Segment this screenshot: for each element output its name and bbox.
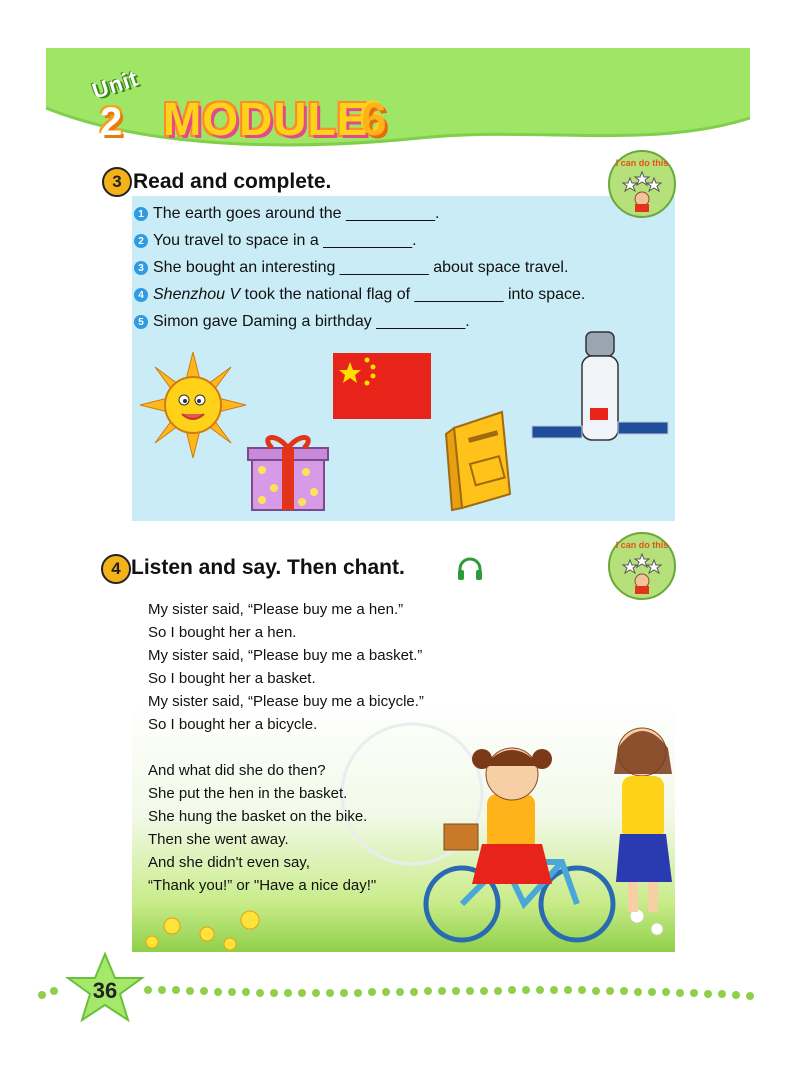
exercise4-title: Listen and say. Then chant. (131, 556, 405, 579)
item-text: The earth goes around the __________. (153, 205, 440, 222)
book-illustration (444, 408, 520, 512)
i-can-do-this-badge-2 (608, 532, 676, 600)
exercise3-item-4 (134, 286, 585, 304)
chant-line-4: So I bought her a basket. (148, 670, 316, 687)
chant-line-3: My sister said, “Please buy me a basket.” (148, 647, 423, 664)
chant-line-9: She hung the basket on the bike. (148, 808, 368, 825)
chant-line-11: And she didn't even say, (148, 854, 310, 871)
item-text: She bought an interesting __________ about space travel. (153, 259, 569, 276)
chant-line-6: So I bought her a bicycle. (148, 716, 318, 733)
spacecraft-illustration (530, 330, 670, 450)
chant-line-7: And what did she do then? (148, 762, 326, 779)
exercise3-item-5 (134, 313, 470, 331)
exercise3-title: Read and complete. (133, 170, 332, 193)
stars-icon (610, 152, 674, 216)
stars-icon (610, 534, 674, 598)
module-number: 6 (361, 93, 387, 145)
unit-number: 2 (100, 100, 123, 144)
unit-label: Unit (89, 65, 142, 104)
item-number: 4 (134, 288, 148, 302)
exercise3-item-2 (134, 232, 417, 250)
i-can-do-this-badge-1 (608, 150, 676, 218)
module-label: MODULE (163, 93, 369, 145)
item-text: You travel to space in a __________. (153, 232, 417, 249)
item-text: took the national flag of __________ into space. (240, 286, 586, 303)
chant-line-1: My sister said, “Please buy me a hen.” (148, 601, 404, 618)
chant-line-12: “Thank you!” or "Have a nice day!" (148, 877, 377, 894)
exercise3-number: 3 (102, 167, 132, 197)
exercise3-item-3 (134, 259, 568, 277)
badge-text: I can do this (615, 158, 669, 168)
chant-line-10: Then she went away. (148, 831, 289, 848)
sun-illustration (138, 350, 248, 460)
item-number: 1 (134, 207, 148, 221)
item-number: 3 (134, 261, 148, 275)
page-number: 36 (92, 978, 118, 1003)
chant-scene-illustration (132, 704, 675, 952)
item-number: 2 (134, 234, 148, 248)
badge-text: I can do this (615, 540, 669, 550)
headphones-icon[interactable] (456, 556, 484, 582)
chant-line-8: She put the hen in the basket. (148, 785, 348, 802)
chant-line-5: My sister said, “Please buy me a bicycle.” (148, 693, 424, 710)
item-number: 5 (134, 315, 148, 329)
item-italic-text: Shenzhou V (153, 286, 241, 303)
item-text: Simon gave Daming a birthday __________. (153, 313, 470, 330)
exercise3-item-1 (134, 205, 439, 223)
gift-box-illustration (246, 430, 330, 514)
china-flag-illustration (333, 353, 431, 419)
exercise4-number: 4 (101, 554, 131, 584)
chant-line-2: So I bought her a hen. (148, 624, 297, 641)
